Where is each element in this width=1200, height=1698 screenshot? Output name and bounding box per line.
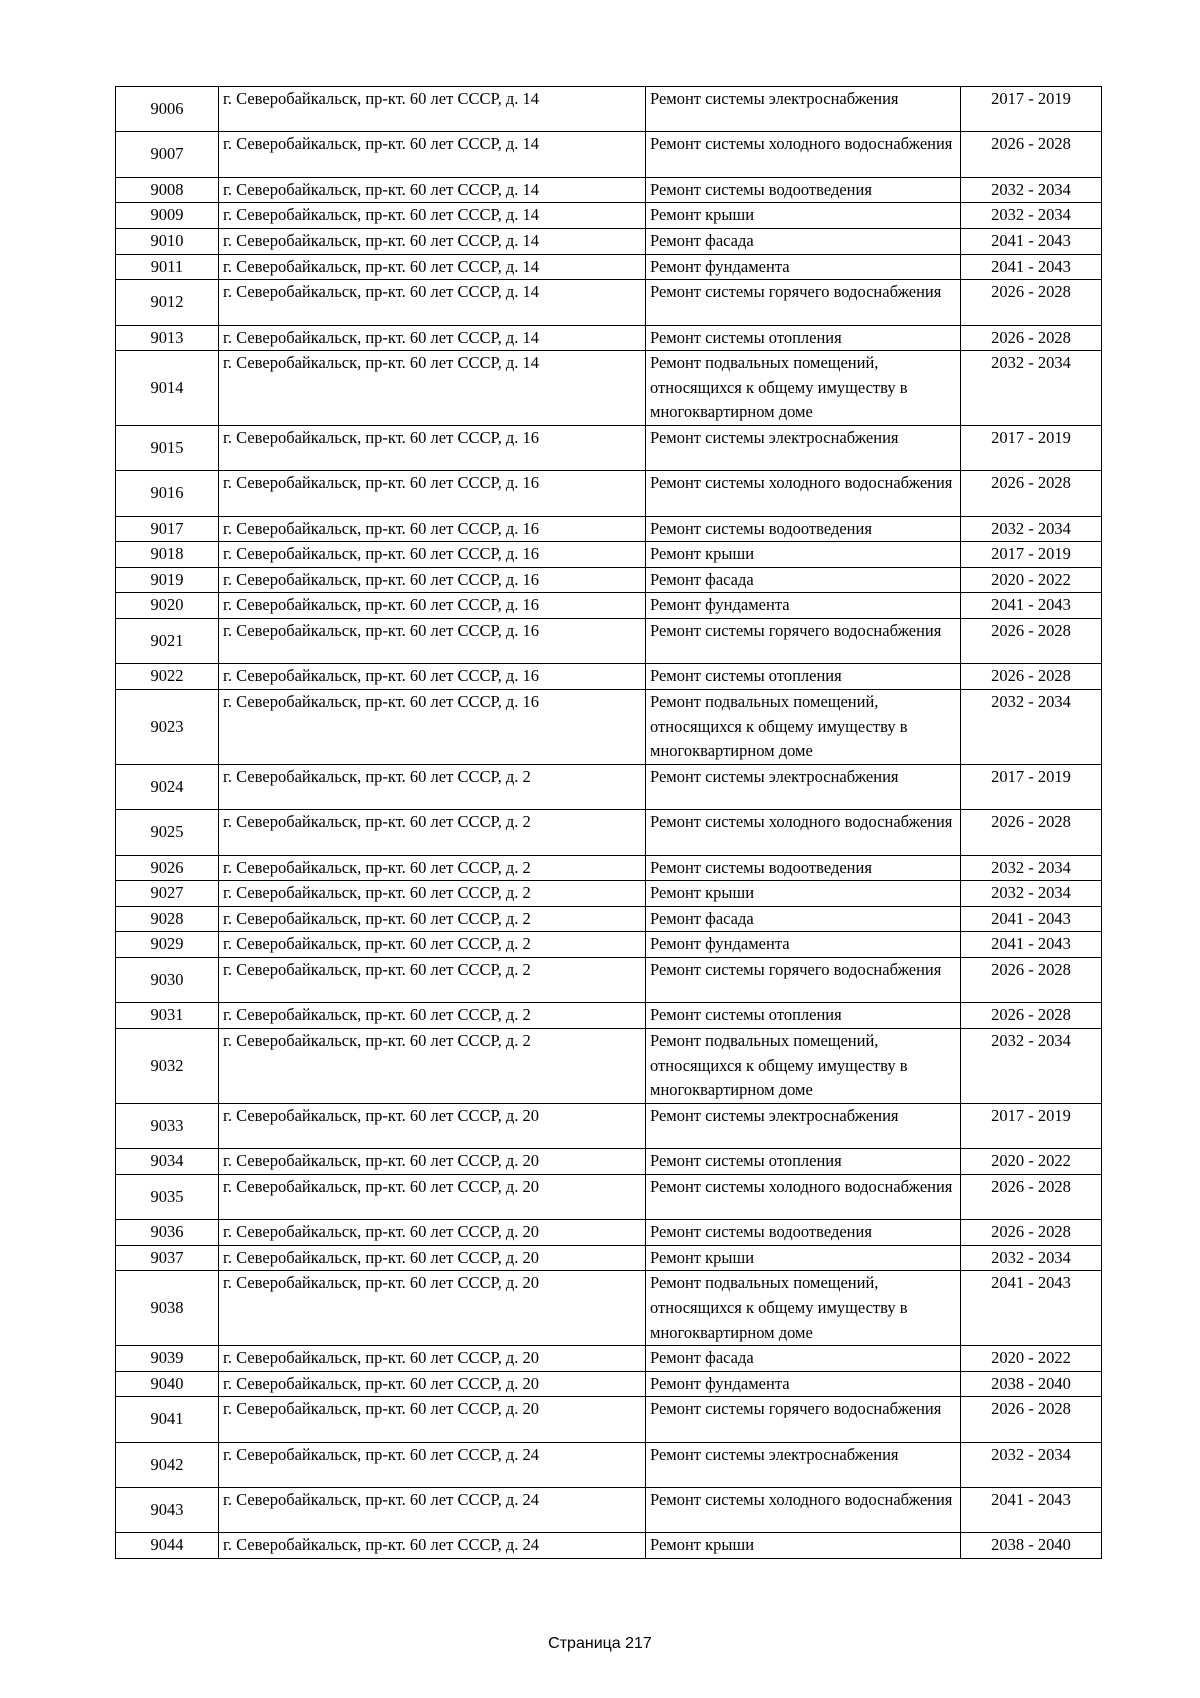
row-work-type: Ремонт фасада — [646, 906, 961, 932]
table-row — [116, 881, 1102, 907]
row-number: 9035 — [116, 1174, 219, 1219]
table-row — [116, 1103, 1102, 1148]
row-number: 9028 — [116, 906, 219, 932]
row-work-type: Ремонт крыши — [646, 203, 961, 229]
row-address: г. Северобайкальск, пр-кт. 60 лет СССР, д. 14 — [219, 325, 646, 351]
row-period: 2032 - 2034 — [961, 177, 1102, 203]
row-period: 2017 - 2019 — [961, 1103, 1102, 1148]
row-number: 9012 — [116, 280, 219, 325]
table-row — [116, 254, 1102, 280]
row-work-type: Ремонт подвальных помещений, относящихся к общему имуществу в многоквартирном доме — [646, 690, 961, 765]
table-row — [116, 593, 1102, 619]
table-row — [116, 177, 1102, 203]
page-number: Страница 217 — [548, 1635, 652, 1652]
row-work-type: Ремонт системы горячего водоснабжения — [646, 958, 961, 1003]
row-work-type: Ремонт фасада — [646, 228, 961, 254]
row-address: г. Северобайкальск, пр-кт. 60 лет СССР, д. 24 — [219, 1533, 646, 1559]
row-period: 2041 - 2043 — [961, 932, 1102, 958]
row-number: 9029 — [116, 932, 219, 958]
row-period: 2032 - 2034 — [961, 690, 1102, 765]
table-row — [116, 690, 1102, 765]
row-number: 9024 — [116, 764, 219, 809]
row-period: 2020 - 2022 — [961, 567, 1102, 593]
row-address: г. Северобайкальск, пр-кт. 60 лет СССР, д. 20 — [219, 1149, 646, 1175]
row-number: 9009 — [116, 203, 219, 229]
row-work-type: Ремонт подвальных помещений, относящихся к общему имуществу в многоквартирном доме — [646, 351, 961, 426]
row-address: г. Северобайкальск, пр-кт. 60 лет СССР, д. 20 — [219, 1245, 646, 1271]
table-row — [116, 1488, 1102, 1533]
table-row — [116, 1028, 1102, 1103]
table-row — [116, 1174, 1102, 1219]
row-period: 2017 - 2019 — [961, 425, 1102, 470]
row-work-type: Ремонт фасада — [646, 1346, 961, 1372]
row-address: г. Северобайкальск, пр-кт. 60 лет СССР, д. 14 — [219, 228, 646, 254]
row-address: г. Северобайкальск, пр-кт. 60 лет СССР, д. 24 — [219, 1442, 646, 1487]
row-address: г. Северобайкальск, пр-кт. 60 лет СССР, д. 14 — [219, 177, 646, 203]
row-work-type: Ремонт системы водоотведения — [646, 177, 961, 203]
row-number: 9044 — [116, 1533, 219, 1559]
row-work-type: Ремонт крыши — [646, 881, 961, 907]
row-work-type: Ремонт системы холодного водоснабжения — [646, 132, 961, 177]
row-work-type: Ремонт системы холодного водоснабжения — [646, 1488, 961, 1533]
row-work-type: Ремонт подвальных помещений, относящихся к общему имуществу в многоквартирном доме — [646, 1028, 961, 1103]
row-work-type: Ремонт системы водоотведения — [646, 516, 961, 542]
row-period: 2041 - 2043 — [961, 1488, 1102, 1533]
table-body — [116, 87, 1102, 1559]
table-row — [116, 351, 1102, 426]
row-period: 2026 - 2028 — [961, 810, 1102, 855]
row-number: 9027 — [116, 881, 219, 907]
row-address: г. Северобайкальск, пр-кт. 60 лет СССР, д. 20 — [219, 1174, 646, 1219]
row-number: 9032 — [116, 1028, 219, 1103]
table-row — [116, 280, 1102, 325]
row-number: 9011 — [116, 254, 219, 280]
row-number: 9007 — [116, 132, 219, 177]
row-address: г. Северобайкальск, пр-кт. 60 лет СССР, д. 20 — [219, 1220, 646, 1246]
row-number: 9031 — [116, 1003, 219, 1029]
row-number: 9022 — [116, 664, 219, 690]
row-period: 2032 - 2034 — [961, 1245, 1102, 1271]
row-period: 2032 - 2034 — [961, 855, 1102, 881]
row-work-type: Ремонт системы электроснабжения — [646, 1442, 961, 1487]
table-row — [116, 1003, 1102, 1029]
row-work-type: Ремонт системы горячего водоснабжения — [646, 1397, 961, 1442]
row-address: г. Северобайкальск, пр-кт. 60 лет СССР, д. 24 — [219, 1488, 646, 1533]
row-period: 2026 - 2028 — [961, 1397, 1102, 1442]
row-address: г. Северобайкальск, пр-кт. 60 лет СССР, д. 16 — [219, 619, 646, 664]
row-number: 9042 — [116, 1442, 219, 1487]
row-work-type: Ремонт крыши — [646, 1533, 961, 1559]
row-address: г. Северобайкальск, пр-кт. 60 лет СССР, д. 20 — [219, 1371, 646, 1397]
row-period: 2026 - 2028 — [961, 132, 1102, 177]
row-period: 2041 - 2043 — [961, 1271, 1102, 1346]
row-work-type: Ремонт крыши — [646, 1245, 961, 1271]
row-address: г. Северобайкальск, пр-кт. 60 лет СССР, д. 20 — [219, 1271, 646, 1346]
row-address: г. Северобайкальск, пр-кт. 60 лет СССР, д. 14 — [219, 280, 646, 325]
row-period: 2038 - 2040 — [961, 1371, 1102, 1397]
row-number: 9014 — [116, 351, 219, 426]
row-address: г. Северобайкальск, пр-кт. 60 лет СССР, д. 16 — [219, 471, 646, 516]
table-row — [116, 1346, 1102, 1372]
row-address: г. Северобайкальск, пр-кт. 60 лет СССР, д. 20 — [219, 1103, 646, 1148]
table-row — [116, 664, 1102, 690]
row-period: 2017 - 2019 — [961, 764, 1102, 809]
row-number: 9017 — [116, 516, 219, 542]
row-number: 9010 — [116, 228, 219, 254]
table-row — [116, 516, 1102, 542]
row-period: 2032 - 2034 — [961, 351, 1102, 426]
table-row — [116, 1533, 1102, 1559]
row-address: г. Северобайкальск, пр-кт. 60 лет СССР, д. 16 — [219, 593, 646, 619]
row-address: г. Северобайкальск, пр-кт. 60 лет СССР, д. 20 — [219, 1346, 646, 1372]
row-period: 2032 - 2034 — [961, 203, 1102, 229]
table-row — [116, 567, 1102, 593]
table-row — [116, 764, 1102, 809]
row-period: 2041 - 2043 — [961, 593, 1102, 619]
row-number: 9013 — [116, 325, 219, 351]
row-work-type: Ремонт системы холодного водоснабжения — [646, 810, 961, 855]
table-row — [116, 542, 1102, 568]
row-address: г. Северобайкальск, пр-кт. 60 лет СССР, д. 2 — [219, 932, 646, 958]
row-number: 9018 — [116, 542, 219, 568]
row-period: 2026 - 2028 — [961, 958, 1102, 1003]
row-number: 9025 — [116, 810, 219, 855]
row-number: 9016 — [116, 471, 219, 516]
row-number: 9015 — [116, 425, 219, 470]
table-row — [116, 1271, 1102, 1346]
row-address: г. Северобайкальск, пр-кт. 60 лет СССР, д. 16 — [219, 690, 646, 765]
row-period: 2026 - 2028 — [961, 325, 1102, 351]
row-period: 2026 - 2028 — [961, 280, 1102, 325]
row-work-type: Ремонт системы водоотведения — [646, 855, 961, 881]
repair-schedule-table — [115, 86, 1102, 1559]
row-work-type: Ремонт фундамента — [646, 932, 961, 958]
row-work-type: Ремонт фундамента — [646, 254, 961, 280]
row-period: 2032 - 2034 — [961, 881, 1102, 907]
row-number: 9036 — [116, 1220, 219, 1246]
row-period: 2017 - 2019 — [961, 87, 1102, 132]
row-address: г. Северобайкальск, пр-кт. 60 лет СССР, д. 2 — [219, 1028, 646, 1103]
row-number: 9030 — [116, 958, 219, 1003]
table-row — [116, 855, 1102, 881]
row-period: 2026 - 2028 — [961, 664, 1102, 690]
row-number: 9034 — [116, 1149, 219, 1175]
table-row — [116, 425, 1102, 470]
table-row — [116, 1442, 1102, 1487]
table-row — [116, 906, 1102, 932]
table-row — [116, 619, 1102, 664]
row-work-type: Ремонт системы отопления — [646, 1003, 961, 1029]
row-work-type: Ремонт системы отопления — [646, 1149, 961, 1175]
row-number: 9037 — [116, 1245, 219, 1271]
row-period: 2032 - 2034 — [961, 1028, 1102, 1103]
row-work-type: Ремонт фундамента — [646, 1371, 961, 1397]
row-period: 2026 - 2028 — [961, 1003, 1102, 1029]
row-address: г. Северобайкальск, пр-кт. 60 лет СССР, д. 2 — [219, 855, 646, 881]
row-work-type: Ремонт крыши — [646, 542, 961, 568]
table-row — [116, 228, 1102, 254]
table-row — [116, 203, 1102, 229]
row-address: г. Северобайкальск, пр-кт. 60 лет СССР, д. 14 — [219, 203, 646, 229]
row-number: 9026 — [116, 855, 219, 881]
row-work-type: Ремонт системы холодного водоснабжения — [646, 1174, 961, 1219]
row-address: г. Северобайкальск, пр-кт. 60 лет СССР, д. 2 — [219, 764, 646, 809]
row-address: г. Северобайкальск, пр-кт. 60 лет СССР, д. 16 — [219, 567, 646, 593]
row-period: 2026 - 2028 — [961, 1220, 1102, 1246]
row-work-type: Ремонт системы водоотведения — [646, 1220, 961, 1246]
table-row — [116, 1149, 1102, 1175]
row-number: 9008 — [116, 177, 219, 203]
row-work-type: Ремонт фундамента — [646, 593, 961, 619]
table-row — [116, 1220, 1102, 1246]
row-address: г. Северобайкальск, пр-кт. 60 лет СССР, д. 2 — [219, 881, 646, 907]
table-row — [116, 1371, 1102, 1397]
row-address: г. Северобайкальск, пр-кт. 60 лет СССР, д. 2 — [219, 1003, 646, 1029]
row-address: г. Северобайкальск, пр-кт. 60 лет СССР, д. 20 — [219, 1397, 646, 1442]
row-address: г. Северобайкальск, пр-кт. 60 лет СССР, д. 16 — [219, 664, 646, 690]
table-row — [116, 471, 1102, 516]
row-number: 9019 — [116, 567, 219, 593]
row-period: 2020 - 2022 — [961, 1346, 1102, 1372]
row-address: г. Северобайкальск, пр-кт. 60 лет СССР, д. 14 — [219, 132, 646, 177]
row-number: 9039 — [116, 1346, 219, 1372]
row-period: 2041 - 2043 — [961, 906, 1102, 932]
row-number: 9023 — [116, 690, 219, 765]
row-number: 9021 — [116, 619, 219, 664]
row-period: 2041 - 2043 — [961, 254, 1102, 280]
table-row — [116, 1397, 1102, 1442]
row-number: 9043 — [116, 1488, 219, 1533]
row-address: г. Северобайкальск, пр-кт. 60 лет СССР, д. 14 — [219, 351, 646, 426]
row-work-type: Ремонт системы горячего водоснабжения — [646, 619, 961, 664]
row-period: 2032 - 2034 — [961, 1442, 1102, 1487]
row-work-type: Ремонт подвальных помещений, относящихся к общему имуществу в многоквартирном доме — [646, 1271, 961, 1346]
row-address: г. Северобайкальск, пр-кт. 60 лет СССР, д. 14 — [219, 254, 646, 280]
table-row — [116, 87, 1102, 132]
row-number: 9033 — [116, 1103, 219, 1148]
table-row — [116, 810, 1102, 855]
row-address: г. Северобайкальск, пр-кт. 60 лет СССР, д. 16 — [219, 542, 646, 568]
row-period: 2020 - 2022 — [961, 1149, 1102, 1175]
row-number: 9040 — [116, 1371, 219, 1397]
row-address: г. Северобайкальск, пр-кт. 60 лет СССР, д. 16 — [219, 425, 646, 470]
row-work-type: Ремонт системы холодного водоснабжения — [646, 471, 961, 516]
row-period: 2017 - 2019 — [961, 542, 1102, 568]
table-row — [116, 132, 1102, 177]
table-row — [116, 1245, 1102, 1271]
row-period: 2026 - 2028 — [961, 1174, 1102, 1219]
row-address: г. Северобайкальск, пр-кт. 60 лет СССР, д. 2 — [219, 958, 646, 1003]
row-number: 9041 — [116, 1397, 219, 1442]
row-work-type: Ремонт системы электроснабжения — [646, 87, 961, 132]
row-period: 2026 - 2028 — [961, 619, 1102, 664]
row-work-type: Ремонт фасада — [646, 567, 961, 593]
row-number: 9020 — [116, 593, 219, 619]
row-work-type: Ремонт системы отопления — [646, 664, 961, 690]
row-number: 9006 — [116, 87, 219, 132]
row-period: 2038 - 2040 — [961, 1533, 1102, 1559]
table-row — [116, 932, 1102, 958]
row-address: г. Северобайкальск, пр-кт. 60 лет СССР, д. 2 — [219, 810, 646, 855]
row-address: г. Северобайкальск, пр-кт. 60 лет СССР, д. 2 — [219, 906, 646, 932]
table-row — [116, 325, 1102, 351]
table-row — [116, 958, 1102, 1003]
row-work-type: Ремонт системы отопления — [646, 325, 961, 351]
row-work-type: Ремонт системы горячего водоснабжения — [646, 280, 961, 325]
row-work-type: Ремонт системы электроснабжения — [646, 1103, 961, 1148]
row-work-type: Ремонт системы электроснабжения — [646, 425, 961, 470]
row-work-type: Ремонт системы электроснабжения — [646, 764, 961, 809]
row-number: 9038 — [116, 1271, 219, 1346]
row-period: 2032 - 2034 — [961, 516, 1102, 542]
row-period: 2041 - 2043 — [961, 228, 1102, 254]
row-address: г. Северобайкальск, пр-кт. 60 лет СССР, д. 14 — [219, 87, 646, 132]
row-address: г. Северобайкальск, пр-кт. 60 лет СССР, д. 16 — [219, 516, 646, 542]
row-period: 2026 - 2028 — [961, 471, 1102, 516]
